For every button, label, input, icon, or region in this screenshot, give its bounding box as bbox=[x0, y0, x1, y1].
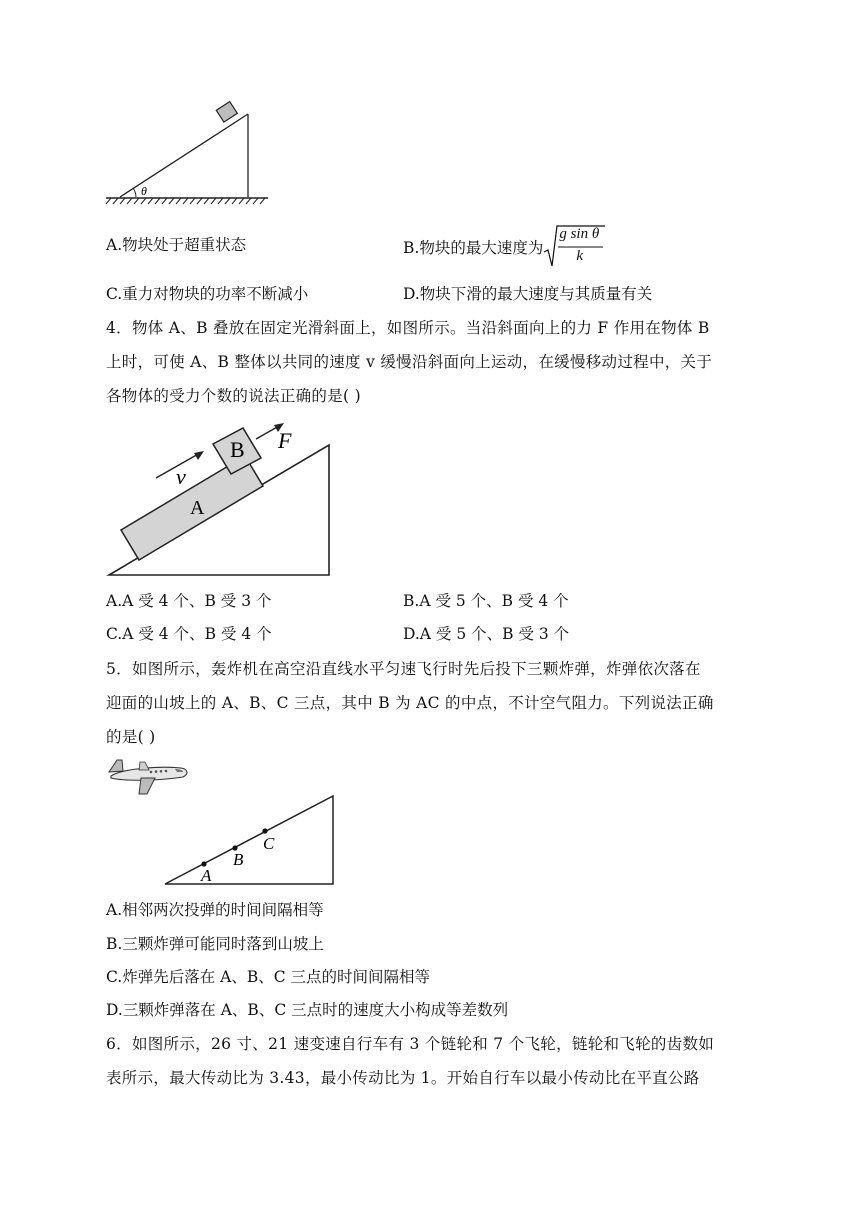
q5-slope-figure bbox=[160, 792, 340, 888]
q6-stem-line-2: 表所示，最大传动比为 3.43，最小传动比为 1。开始自行车以最小传动比在平直公路 bbox=[106, 1069, 700, 1087]
q3-option-b bbox=[403, 222, 607, 268]
q4-label-v: v bbox=[176, 464, 186, 489]
q4-stem-line-1: 4．物体 A、B 叠放在固定光滑斜面上，如图所示。当沿斜面向上的力 F 作用在物体 B bbox=[106, 319, 710, 337]
q3-option-b-text: B.物块的最大速度为 bbox=[403, 239, 544, 257]
q5-option-d: D.三颗炸弹落在 A、B、C 三点时的速度大小构成等差数列 bbox=[106, 1001, 509, 1019]
q4-option-b: B.A 受 5 个、B 受 4 个 bbox=[403, 592, 569, 610]
q5-label-a: A bbox=[201, 866, 212, 885]
q3-option-b-formula bbox=[543, 222, 607, 268]
q4-option-c: C.A 受 4 个、B 受 4 个 bbox=[106, 625, 272, 643]
q3-formula-denominator: k bbox=[576, 248, 583, 264]
q3-formula-numerator: g sin θ bbox=[559, 226, 600, 242]
q5-label-b: B bbox=[233, 850, 244, 869]
q3-option-a: A.物块处于超重状态 bbox=[106, 236, 247, 254]
q4-option-d: D.A 受 5 个、B 受 3 个 bbox=[403, 625, 570, 643]
q3-incline-figure bbox=[100, 100, 275, 212]
q5-option-b: B.三颗炸弹可能同时落到山坡上 bbox=[106, 935, 324, 953]
q4-stem-line-2: 上时，可使 A、B 整体以共同的速度 v 缓慢沿斜面向上运动，在缓慢移动过程中，关于 bbox=[106, 353, 713, 371]
q4-stacked-blocks-figure bbox=[104, 420, 340, 580]
q6-stem-line-1: 6．如图所示，26 寸、21 速变速自行车有 3 个链轮和 7 个飞轮，链轮和飞轮的齿数如 bbox=[106, 1035, 715, 1053]
q4-label-b: B bbox=[230, 437, 245, 462]
q5-stem-line-2: 迎面的山坡上的 A、B、C 三点，其中 B 为 AC 的中点，不计空气阻力。下列说法正确 bbox=[106, 694, 714, 712]
q5-stem-line-3: 的是( ) bbox=[106, 728, 156, 746]
q3-option-c: C.重力对物块的功率不断减小 bbox=[106, 285, 309, 303]
q3-theta-label: θ bbox=[141, 184, 147, 198]
q5-stem-line-1: 5．如图所示，轰炸机在高空沿直线水平匀速飞行时先后投下三颗炸弹，炸弹依次落在 bbox=[106, 660, 701, 678]
q4-label-a: A bbox=[190, 497, 205, 519]
q4-stem-line-3: 各物体的受力个数的说法正确的是( ) bbox=[106, 387, 361, 405]
q5-option-c: C.炸弹先后落在 A、B、C 三点的时间间隔相等 bbox=[106, 968, 431, 986]
q5-label-c: C bbox=[263, 834, 275, 853]
q5-option-a: A.相邻两次投弹的时间间隔相等 bbox=[106, 901, 324, 919]
q4-option-a: A.A 受 4 个、B 受 3 个 bbox=[106, 592, 272, 610]
q4-label-f: F bbox=[278, 428, 292, 453]
q3-option-d: D.物块下滑的最大速度与其质量有关 bbox=[403, 285, 653, 303]
